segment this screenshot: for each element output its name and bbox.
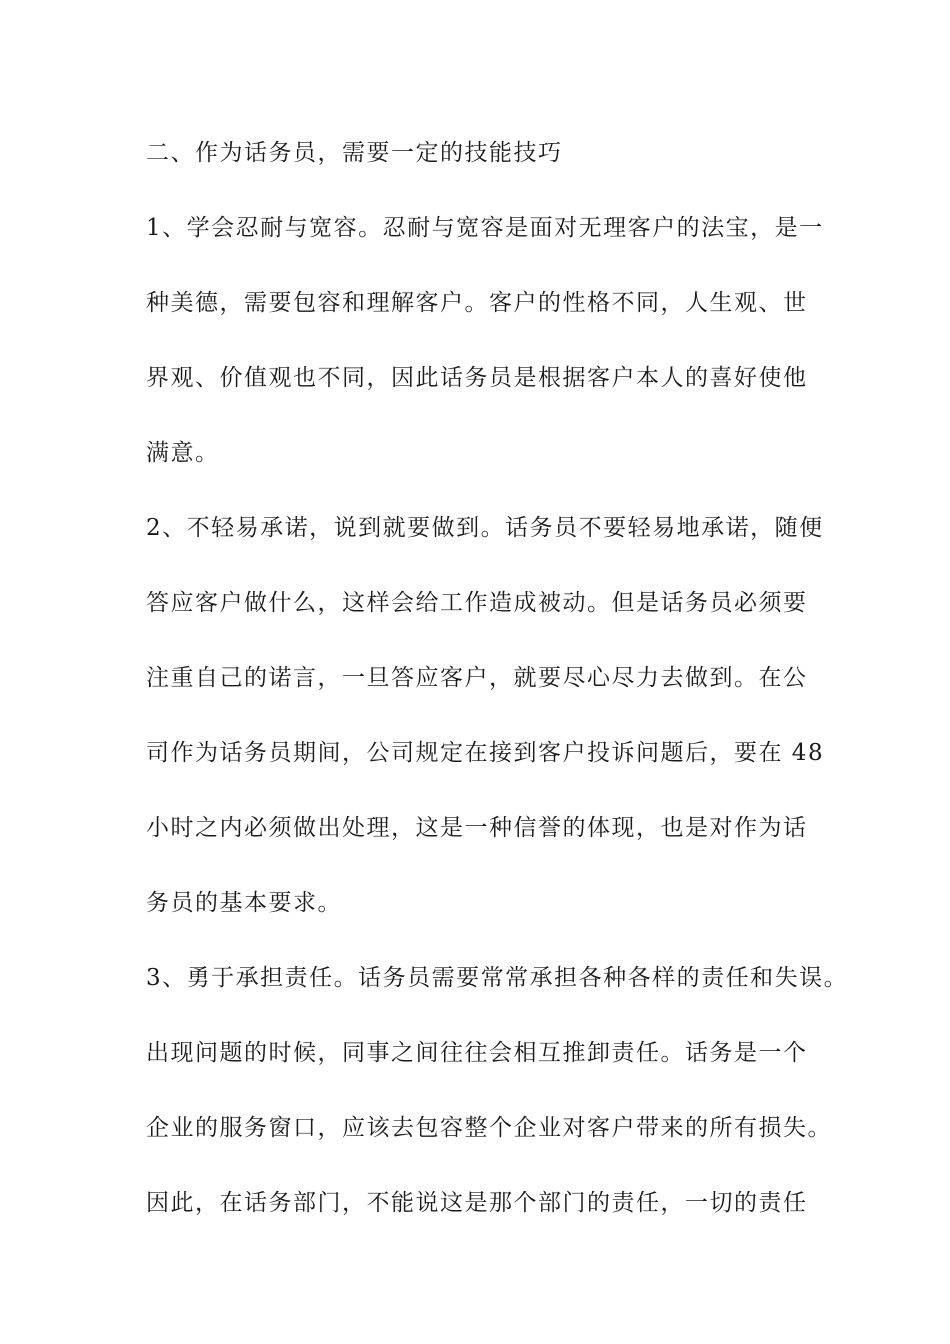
section-heading: 二、作为话务员，需要一定的技能技巧 [146, 140, 563, 166]
text-line: 注重自己的诺言，一旦答应客户，就要尽心尽力去做到。在公 [146, 665, 808, 691]
text-line: 答应客户做什么，这样会给工作造成被动。但是话务员必须要 [146, 590, 808, 616]
text-line: 企业的服务窗口，应该去包容整个企业对客户带来的所有损失。 [146, 1115, 832, 1141]
text-line: 务员的基本要求。 [146, 890, 342, 916]
text-line: 3、勇于承担责任。话务员需要常常承担各种各样的责任和失误。 [146, 965, 849, 991]
text-line: 司作为话务员期间，公司规定在接到客户投诉问题后，要在 48 [146, 740, 825, 766]
text-line: 出现问题的时候，同事之间往往会相互推卸责任。话务是一个 [146, 1040, 808, 1066]
text-line: 因此，在话务部门，不能说这是那个部门的责任，一切的责任 [146, 1190, 808, 1216]
text-line: 种美德，需要包容和理解客户。客户的性格不同，人生观、世 [146, 290, 808, 316]
text-line: 界观、价值观也不同，因此话务员是根据客户本人的喜好使他 [146, 365, 808, 391]
text-line: 2、不轻易承诺，说到就要做到。话务员不要轻易地承诺，随便 [146, 515, 824, 541]
document-body [146, 133, 849, 1258]
text-line: 1、学会忍耐与宽容。忍耐与宽容是面对无理客户的法宝，是一 [146, 215, 824, 241]
text-line: 小时之内必须做出处理，这是一种信誉的体现，也是对作为话 [146, 815, 808, 841]
text-line: 满意。 [146, 440, 220, 466]
